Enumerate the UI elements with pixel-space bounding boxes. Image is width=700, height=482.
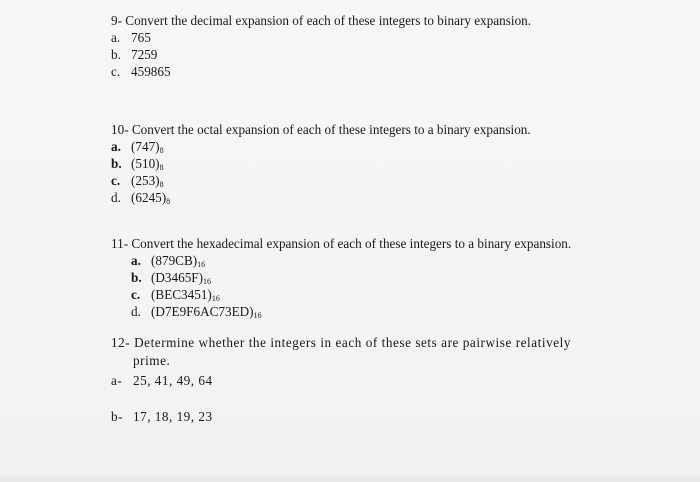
q9-item-c: [111, 63, 531, 80]
q9-item-b: [111, 46, 531, 63]
question-9-prompt: [111, 12, 531, 29]
q9-item-c-value: 459865: [131, 64, 171, 79]
q10-item-c-base: 8: [159, 180, 164, 189]
q9-item-a-value: 765: [131, 30, 151, 45]
q10-item-b-value: (510): [131, 156, 160, 171]
question-10-number: 10-: [111, 122, 129, 137]
q11-item-a-letter: a.: [131, 253, 141, 268]
q11-item-d: [131, 303, 571, 320]
q12-item-a-value: 25, 41, 49, 64: [133, 373, 213, 388]
question-11-text: Convert the hexadecimal expansion of each of these integers to a binary expansion.: [131, 236, 572, 251]
q11-item-c-value: (BEC3451): [151, 287, 212, 302]
question-11-items: [111, 252, 571, 320]
q10-item-b-letter: b.: [111, 156, 122, 171]
q9-item-c-letter: c.: [111, 64, 121, 79]
q11-item-c-base: 16: [211, 294, 220, 303]
question-11: [111, 235, 571, 320]
q11-item-d-letter: d.: [131, 304, 141, 319]
q9-item-a: [111, 29, 531, 46]
q10-item-a-value: (747): [131, 139, 160, 154]
question-9: [111, 12, 531, 80]
q9-item-b-value: 7259: [131, 47, 158, 62]
q10-item-c-letter: c.: [111, 173, 121, 188]
q10-item-d-letter: d.: [111, 190, 121, 205]
q10-item-b: [111, 155, 531, 172]
q12-item-b: [111, 408, 571, 426]
q12-item-a: [111, 372, 571, 390]
q12-item-a-letter: a-: [111, 373, 123, 388]
q11-item-c-letter: c.: [131, 287, 141, 302]
question-10-prompt: [111, 121, 531, 138]
question-12: [111, 334, 571, 426]
q10-item-c-value: (253): [131, 173, 160, 188]
q12-item-b-value: 17, 18, 19, 23: [133, 409, 213, 424]
q11-item-b-value: (D3465F): [151, 270, 204, 285]
question-10-text: Convert the octal expansion of each of these integers to a binary expansion.: [131, 122, 531, 137]
q10-item-b-base: 8: [159, 163, 164, 172]
question-9-number: 9-: [111, 13, 122, 28]
q9-item-b-letter: b.: [111, 47, 121, 62]
q10-item-c: [111, 172, 531, 189]
question-12-prompt: [111, 334, 571, 352]
q10-item-a: [111, 138, 531, 155]
q10-item-a-base: 8: [159, 146, 164, 155]
q10-item-a-letter: a.: [111, 139, 121, 154]
q9-item-a-letter: a.: [111, 30, 121, 45]
q11-item-b: [131, 269, 571, 286]
q11-item-a-base: 16: [197, 260, 206, 269]
q12-item-b-letter: b-: [111, 409, 123, 424]
q10-item-d-value: (6245): [131, 190, 167, 205]
q11-item-d-value: (D7E9F6AC73ED): [151, 304, 254, 319]
question-11-number: 11-: [111, 236, 129, 251]
q10-item-d-base: 8: [166, 197, 171, 206]
q11-item-d-base: 16: [253, 311, 262, 320]
question-12-text: Determine whether the integers in each of these sets are pairwise relatively: [134, 335, 571, 350]
question-9-text: Convert the decimal expansion of each of these integers to binary expansion.: [125, 13, 532, 28]
question-12-number: 12-: [111, 335, 131, 350]
question-12-text-continued: prime.: [133, 353, 171, 368]
question-11-prompt: [111, 235, 571, 252]
q11-item-b-letter: b.: [131, 270, 142, 285]
q11-item-a-value: (879CB): [151, 253, 198, 268]
q11-item-a: [131, 252, 571, 269]
q11-item-c: [131, 286, 571, 303]
q10-item-d: [111, 189, 531, 206]
question-10: [111, 121, 531, 206]
q11-item-b-base: 16: [203, 277, 212, 286]
